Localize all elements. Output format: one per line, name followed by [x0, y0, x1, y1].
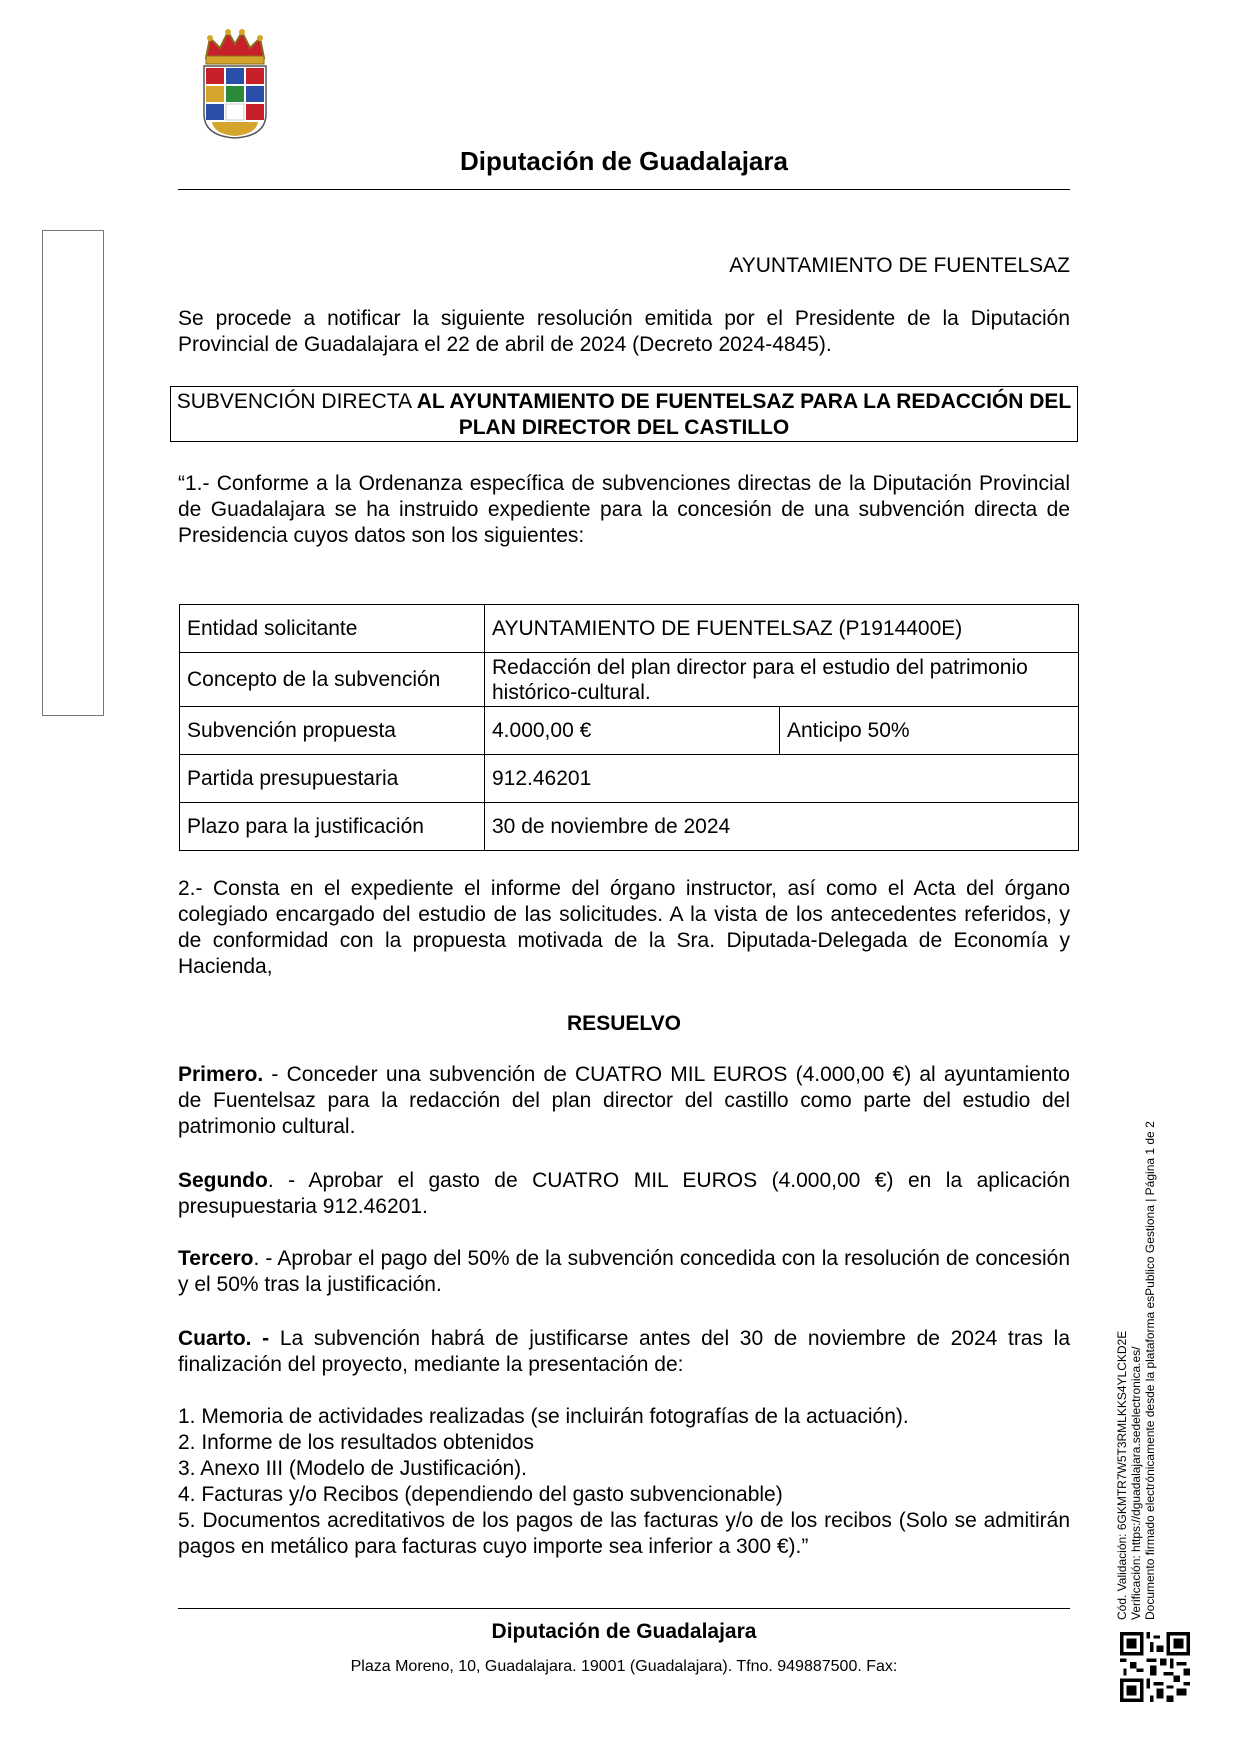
tercero-label: Tercero: [178, 1247, 254, 1270]
intro-paragraph: Se procede a notificar la siguiente resolución emitida por el Presidente de la Diputación Provincial de Guadalajara el 22 de abril de 2024 (Decreto 2024-4845).: [178, 307, 1070, 356]
table-label: Plazo para la justificación: [180, 803, 485, 851]
footer-title: Diputación de Guadalajara: [491, 1620, 757, 1643]
primero-text: - Conceder una subvención de CUATRO MIL EUROS (4.000,00 €) al ayuntamiento de Fuentelsaz para la redacción del plan director del castillo como parte del estudio del patrimonio cultural.: [178, 1063, 1070, 1138]
coat-of-arms-icon: [200, 28, 270, 140]
list-item: 1. Memoria de actividades realizadas (se incluirán fotografías de la actuación).: [178, 1405, 909, 1428]
table-value: AYUNTAMIENTO DE FUENTELSAZ (P1914400E): [485, 605, 1079, 653]
cuarto-label: Cuarto. -: [178, 1327, 270, 1350]
validation-stamp: [1113, 1110, 1161, 1620]
list-item: 2. Informe de los resultados obtenidos: [178, 1431, 535, 1454]
validation-code: Cód. Validación: 6GKMTR7W5T3RMLKKS4YLCKD2E: [1115, 1330, 1129, 1620]
segundo-label: Segundo: [178, 1169, 268, 1192]
subject-box: [170, 386, 1078, 442]
paragraph-1: “1.- Conforme a la Ordenanza específica de subvenciones directas de la Diputación Provincial de Guadalajara se ha instruido expediente para la concesión de una subvención directa de Presidencia cuyos datos son los siguientes:: [178, 472, 1070, 547]
list-item: 3. Anexo III (Modelo de Justificación).: [178, 1457, 528, 1480]
footer-divider: [178, 1608, 1070, 1609]
list-item: 4. Facturas y/o Recibos (dependiendo del gasto subvencionable): [178, 1483, 783, 1506]
table-row: [180, 755, 1079, 803]
details-table: [179, 604, 1079, 851]
table-row: [180, 707, 1079, 755]
validation-url: Verificación: https://dguadalajara.sedelectronica.es/: [1129, 1346, 1143, 1620]
qr-code-icon: [1120, 1632, 1190, 1702]
resolution-tercero: [178, 1246, 1070, 1298]
header-divider: [178, 189, 1070, 190]
resolution-segundo: [178, 1168, 1070, 1220]
table-value: 912.46201: [485, 755, 1079, 803]
resolution-primero: [178, 1062, 1070, 1140]
page-title: Diputación de Guadalajara: [460, 146, 788, 176]
resuelvo-heading: RESUELVO: [567, 1012, 681, 1035]
footer-address: Plaza Moreno, 10, Guadalajara. 19001 (Guadalajara). Tfno. 949887500. Fax:: [350, 1658, 898, 1675]
table-value: 4.000,00 €: [485, 707, 780, 755]
table-row: [180, 803, 1079, 851]
recipient: AYUNTAMIENTO DE FUENTELSAZ: [729, 254, 1070, 277]
cuarto-text: La subvención habrá de justificarse antes del 30 de noviembre de 2024 tras la finalización del proyecto, mediante la presentación de:: [178, 1327, 1071, 1376]
paragraph-2: 2.- Consta en el expediente el informe del órgano instructor, así como el Acta del órgano colegiado encargado del estudio de las solicitudes. A la vista de los antecedentes referidos, y de conformidad con la propuesta motivada de la Sra. Diputada-Delegada de Economía y Hacienda,: [178, 877, 1070, 978]
table-extra: Anticipo 50%: [780, 707, 1079, 755]
margin-box: [42, 230, 104, 716]
table-label: Entidad solicitante: [180, 605, 485, 653]
table-label: Subvención propuesta: [180, 707, 485, 755]
subject-normal: SUBVENCIÓN DIRECTA: [176, 390, 417, 413]
table-value: Redacción del plan director para el estudio del patrimonio histórico-cultural.: [485, 653, 1079, 707]
primero-label: Primero.: [178, 1063, 264, 1086]
table-row: [180, 605, 1079, 653]
table-label: Concepto de la subvención: [180, 653, 485, 707]
subject-bold: AL AYUNTAMIENTO DE FUENTELSAZ PARA LA REDACCIÓN DEL PLAN DIRECTOR DEL CASTILLO: [416, 390, 1072, 439]
validation-note: Documento firmado electrónicamente desde la plataforma esPublico Gestiona | Página 1 de 2: [1143, 1121, 1157, 1620]
table-value: 30 de noviembre de 2024: [485, 803, 1079, 851]
resolution-cuarto: [178, 1326, 1070, 1378]
tercero-text: . - Aprobar el pago del 50% de la subvención concedida con la resolución de concesión y el 50% tras la justificación.: [178, 1247, 1070, 1296]
table-row: [180, 653, 1079, 707]
segundo-text: . - Aprobar el gasto de CUATRO MIL EUROS (4.000,00 €) en la aplicación presupuestaria 912.46201.: [178, 1169, 1070, 1218]
list-item: 5. Documentos acreditativos de los pagos de las facturas y/o de los recibos (Solo se admitirán pagos en metálico para facturas cuyo importe sea inferior a 300 €).”: [178, 1509, 1070, 1558]
table-label: Partida presupuestaria: [180, 755, 485, 803]
